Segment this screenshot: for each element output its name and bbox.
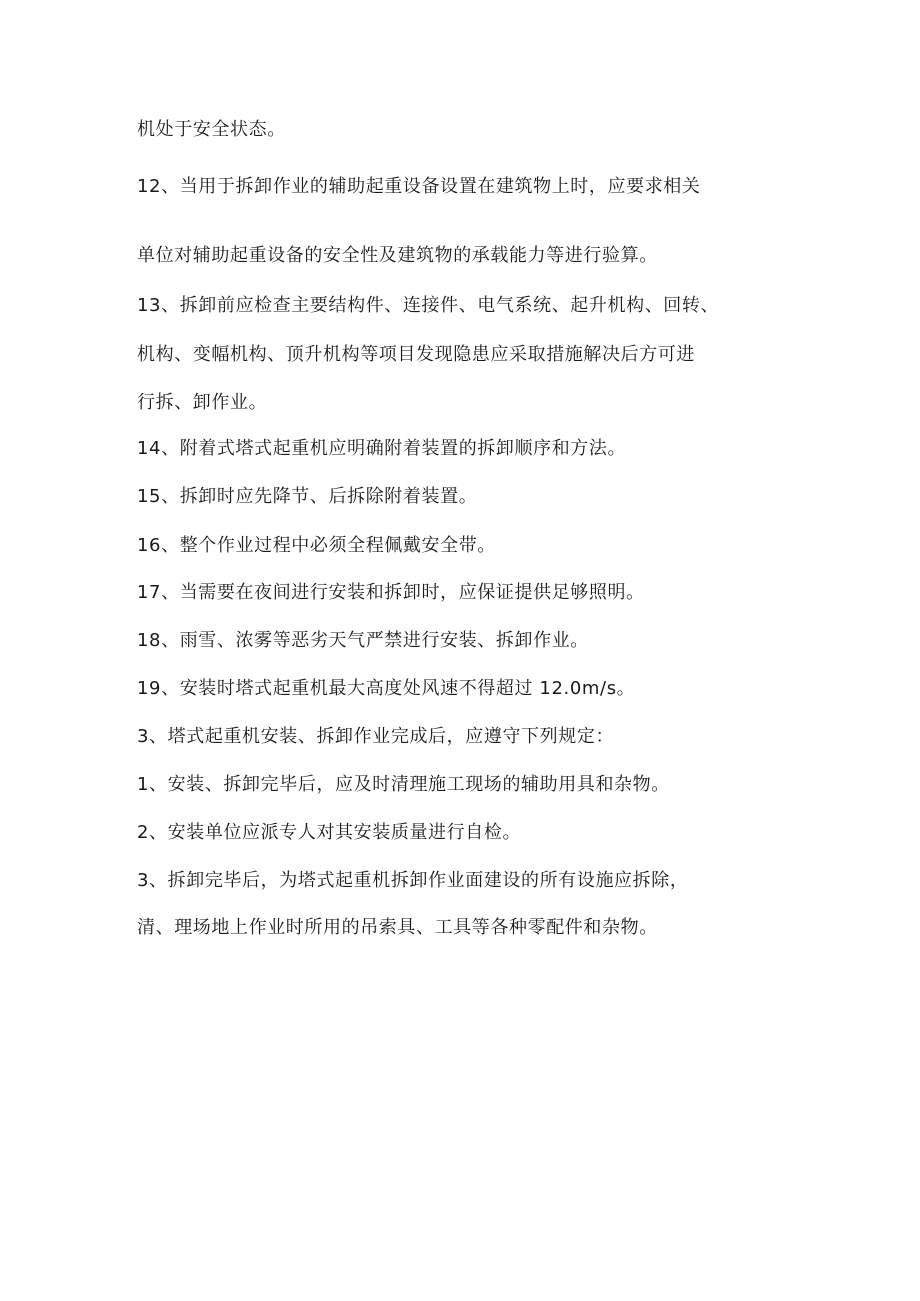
text-line-3: 单位对辅助起重设备的安全性及建筑物的承载能力等进行验算。 <box>137 245 658 266</box>
text-line-16: 3、拆卸完毕后，为塔式起重机拆卸作业面建设的所有设施应拆除， <box>137 870 689 891</box>
text-line-17: 清、理场地上作业时所用的吊索具、工具等各种零配件和杂物。 <box>137 917 658 938</box>
text-line-5: 机构、变幅机构、顶升机构等项目发现隐患应采取措施解决后方可进 <box>137 344 695 365</box>
text-line-2: 12、当用于拆卸作业的辅助起重设备设置在建筑物上时，应要求相关 <box>137 176 701 197</box>
text-line-11: 18、雨雪、浓雾等恶劣天气严禁进行安装、拆卸作业。 <box>137 630 589 651</box>
text-line-10: 17、当需要在夜间进行安装和拆卸时，应保证提供足够照明。 <box>137 582 645 603</box>
text-line-9: 16、整个作业过程中必须全程佩戴安全带。 <box>137 535 496 556</box>
text-line-13: 3、塔式起重机安装、拆卸作业完成后，应遵守下列规定： <box>137 726 615 747</box>
text-line-4: 13、拆卸前应检查主要结构件、连接件、电气系统、起升机构、回转、 <box>137 295 720 316</box>
text-line-1: 机处于安全状态。 <box>137 119 286 140</box>
text-line-6: 行拆、卸作业。 <box>137 392 268 413</box>
text-line-14: 1、安装、拆卸完毕后，应及时清理施工现场的辅助用具和杂物。 <box>137 774 670 795</box>
text-line-15: 2、安装单位应派专人对其安装质量进行自检。 <box>137 822 522 843</box>
text-line-8: 15、拆卸时应先降节、后拆除附着装置。 <box>137 486 478 507</box>
text-line-12: 19、安装时塔式起重机最大高度处风速不得超过 12.0m/s。 <box>137 678 636 699</box>
text-line-7: 14、附着式塔式起重机应明确附着装置的拆卸顺序和方法。 <box>137 438 627 459</box>
